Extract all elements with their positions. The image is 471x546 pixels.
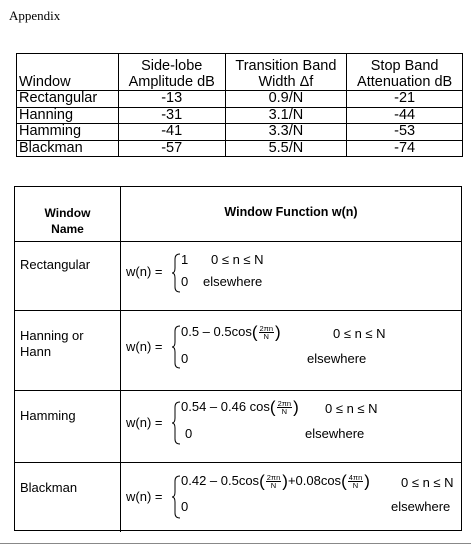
brace-icon	[171, 475, 181, 519]
cell-transition: 3.3/N	[225, 124, 347, 141]
case-value-zero: 0	[185, 426, 193, 441]
case-range: 0 ≤ n ≤ N	[325, 401, 378, 416]
lhs-wn: w(n) =	[126, 339, 163, 354]
case-range: 0 ≤ n ≤ N	[211, 252, 264, 267]
cell-stopband: -44	[347, 107, 463, 124]
window-name: Hanning or Hann	[20, 328, 84, 359]
table-header-row	[17, 54, 463, 91]
header-transition-band: Transition Band Width Δf	[225, 54, 347, 91]
cell-window: Blackman	[17, 140, 119, 157]
header-stop-band: Stop Band Attenuation dB	[347, 54, 463, 91]
brace-icon	[171, 253, 181, 293]
header-window-name: Window Name	[44, 206, 91, 236]
table-row	[17, 140, 463, 157]
table-row	[15, 391, 461, 463]
case-value-a: 0.5 – 0.5cos( $\frac{2\pi n}{N}$ )	[181, 322, 281, 342]
cell-side-lobe: -57	[118, 140, 225, 157]
case-value-a: 0.54 – 0.46 cos( $\frac{2\pi n}{N}$ )	[181, 397, 299, 417]
window-characteristics-table	[16, 53, 463, 157]
case-elsewhere: elsewhere	[391, 499, 451, 514]
table-row	[17, 91, 463, 108]
table-row	[15, 463, 461, 532]
lhs-wn: w(n) =	[126, 264, 163, 279]
cell-side-lobe: -13	[118, 91, 225, 108]
column-divider	[15, 242, 121, 310]
cell-side-lobe: -31	[118, 107, 225, 124]
cell-transition: 5.5/N	[225, 140, 347, 157]
cell-window: Hanning	[17, 107, 119, 124]
case-value-a: 0.42 – 0.5cos( $\frac{2\pi n}{N}$ )+0.08cos( $\frac{4\pi n}{N}$ )	[181, 471, 370, 491]
lhs-wn: w(n) =	[126, 489, 163, 504]
column-divider	[15, 463, 121, 532]
window-name: Blackman	[20, 480, 78, 495]
cell-stopband: -21	[347, 91, 463, 108]
table-row	[15, 242, 461, 311]
window-name: Hamming	[20, 408, 76, 423]
table-row	[17, 124, 463, 141]
brace-icon	[171, 401, 181, 445]
case-elsewhere: elsewhere	[203, 274, 263, 289]
brace-icon	[171, 325, 181, 369]
cell-window: Rectangular	[17, 91, 119, 108]
table-row	[15, 311, 461, 391]
column-divider	[15, 391, 121, 462]
lhs-wn: w(n) =	[126, 415, 163, 430]
case-value-zero: 0	[181, 351, 189, 366]
case-range: 0 ≤ n ≤ N	[333, 326, 386, 341]
window-function-table	[14, 186, 462, 531]
case-elsewhere: elsewhere	[305, 426, 365, 441]
header-side-lobe: Side-lobe Amplitude dB	[118, 54, 225, 91]
window-name: Rectangular	[20, 257, 91, 272]
case-range: 0 ≤ n ≤ N	[401, 475, 454, 490]
case-value-a: 1	[181, 252, 189, 267]
header-window-function: Window Function w(n)	[224, 205, 358, 219]
cell-transition: 3.1/N	[225, 107, 347, 124]
table-header-row	[15, 187, 461, 242]
case-value-zero: 0	[181, 499, 189, 514]
case-value-zero: 0	[181, 274, 189, 289]
cell-stopband: -53	[347, 124, 463, 141]
cell-window: Hamming	[17, 124, 119, 141]
cell-side-lobe: -41	[118, 124, 225, 141]
case-elsewhere: elsewhere	[307, 351, 367, 366]
cell-stopband: -74	[347, 140, 463, 157]
appendix-heading: Appendix	[9, 8, 61, 23]
table-row	[17, 107, 463, 124]
page-bottom-rule	[0, 543, 471, 544]
header-window: Window	[17, 54, 119, 91]
cell-transition: 0.9/N	[225, 91, 347, 108]
